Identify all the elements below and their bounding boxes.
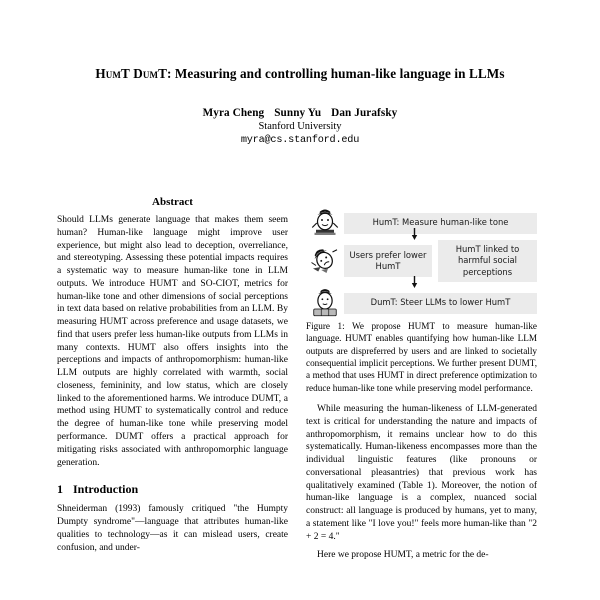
author-list [40, 107, 560, 119]
figure-box-measure: HumT: Measure human-like tone [344, 213, 537, 234]
title-remainder: : Measuring and controlling human-like language in LLMs [167, 66, 505, 81]
left-column [57, 196, 288, 562]
figure-1-diagram [306, 200, 537, 310]
arrow-down-icon-2 [410, 276, 419, 288]
figure-row-middle [310, 240, 537, 282]
abstract-paragraph: Should LLMs generate language that makes them seem human? Human-like language might improve user experience, but might also lead to deception, overreliance, and stereotyping. Assessing these potential impacts requires a systematic way to measure human-like tone in LLM outputs. We introduce HUMT and SO-CIOT, metrics for human-like tone and other dimensions of social perceptions in text data based on relative probabilities from an LLM. By measuring HUMT across preference and usage datasets, we find that users prefer less human-like outputs from LLMs in many contexts. HUMT also offers insights into the perceptions and impacts of anthropomorphism: human-like LLM outputs are highly correlated with warmth, social closeness, femininity, and low status, which are closely linked to the aforementioned harms. We introduce DUMT, a method using HUMT to systematically control and reduce the degree of human-like tone while preserving model performance. DUMT offers a practical approach for mitigating risks associated with anthropomorphic language generation. [57, 215, 288, 468]
section-title: Introduction [73, 482, 139, 497]
figure-box-harmful-perceptions: HumT linked to harmful social perceptions [438, 240, 537, 282]
right-paragraph-1: While measuring the human-likeness of LLM-generated text is critical for understanding the nature and impacts of anthropomorphism, it remains unclear how to do this systematically. Human-likeness encompasses more than the individual linguistic features (like pronouns or conversational pleasantries) that previous work has qualitatively examined (Table 1). Moreover, the notion of human-like language is a complex, nuanced social construct: all language is produced by humans, yet to many, a statement like "I love you!" feels more human-like than "2 + 2 = 4." [306, 403, 537, 542]
arrow-down-icon-1 [410, 228, 419, 240]
introduction-heading [57, 482, 288, 497]
author-1: Myra Cheng [202, 106, 265, 119]
figure-row-measure [310, 208, 537, 238]
figure-box-users-prefer: Users prefer lower HumT [344, 245, 432, 277]
humpty-dumpty-broken-icon [310, 246, 340, 276]
body-columns [0, 196, 600, 562]
figure-row-steer [310, 288, 537, 318]
title-term-humt: HumT [95, 66, 130, 81]
abstract-heading: Abstract [152, 196, 193, 208]
figure-box-steer: DumT: Steer LLMs to lower HumT [344, 293, 537, 314]
contact-email[interactable]: myra@cs.stanford.edu [240, 134, 360, 146]
figure-1-caption: Figure 1: We propose HUMT to measure human-like language. HUMT enables quantifying how human-like LLM outputs are dispreferred by users and are linked to societally consequential implicit perceptions. We further present DUMT, a method that uses HUMT in direct preference optimization to reduce human-like tone while preserving model performance. [306, 321, 537, 393]
affiliation: Stanford University [258, 120, 342, 132]
author-2: Sunny Yu [274, 106, 322, 119]
page-title [40, 66, 560, 83]
section-number: 1 [57, 482, 63, 497]
author-3: Dan Jurafsky [331, 106, 398, 119]
humpty-dumpty-intact-icon [310, 208, 340, 238]
title-block [0, 0, 600, 146]
right-paragraph-2: Here we propose HUMT, a metric for the de- [317, 550, 489, 561]
introduction-paragraph: Shneiderman (1993) famously critiqued "the Humpty Dumpty syndrome"—language that attributes human-like qualities to technology—as it can mislead users, create confusion, and under- [57, 504, 288, 553]
humpty-dumpty-on-wall-icon [310, 288, 340, 318]
title-term-dumt: DumT [133, 66, 167, 81]
right-column [306, 196, 537, 562]
